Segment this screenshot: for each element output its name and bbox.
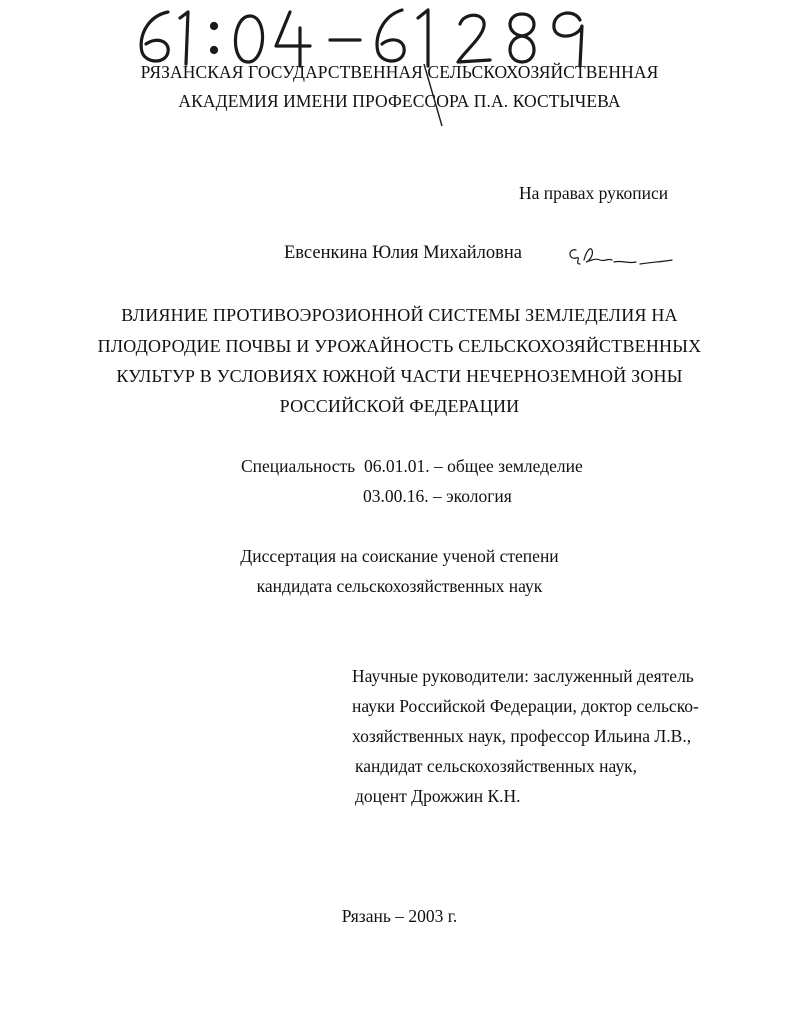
supervisors-line-2: науки Российской Федерации, доктор сельско- — [352, 696, 699, 716]
institution-line-1: РЯЗАНСКАЯ ГОСУДАРСТВЕННАЯ СЕЛЬСКОХОЗЯЙСТВЕННАЯ — [140, 62, 659, 82]
title-line-3: КУЛЬТУР В УСЛОВИЯХ ЮЖНОЙ ЧАСТИ НЕЧЕРНОЗЕМНОЙ ЗОНЫ — [116, 366, 683, 386]
author-signature — [566, 238, 676, 270]
institution-line-2: АКАДЕМИЯ ИМЕНИ ПРОФЕССОРА П.А. КОСТЫЧЕВА — [178, 91, 621, 111]
dissertation-line-2: кандидата сельскохозяйственных наук — [256, 576, 543, 596]
author-name: Евсенкина Юлия Михайловна — [284, 243, 522, 263]
supervisors-line-5: доцент Дрожжин К.Н. — [355, 786, 521, 806]
specialty-line-1: 06.01.01. – общее земледелие — [364, 456, 583, 476]
supervisors-line-4: кандидат сельскохозяйственных наук, — [355, 756, 638, 776]
title-line-2: ПЛОДОРОДИЕ ПОЧВЫ И УРОЖАЙНОСТЬ СЕЛЬСКОХОЗЯЙСТВЕННЫХ — [97, 336, 702, 356]
specialty-line-2: 03.00.16. – экология — [363, 486, 512, 506]
title-line-4: РОССИЙСКОЙ ФЕДЕРАЦИИ — [279, 396, 520, 416]
dissertation-line-1: Диссертация на соискание ученой степени — [240, 546, 559, 566]
title-line-1: ВЛИЯНИЕ ПРОТИВОЭРОЗИОННОЙ СИСТЕМЫ ЗЕМЛЕДЕЛИЯ НА — [121, 305, 678, 325]
rights-note: На правах рукописи — [519, 183, 669, 203]
handwritten-archive-number — [134, 6, 604, 68]
specialty-label: Специальность — [241, 456, 356, 476]
supervisors-line-1: Научные руководители: заслуженный деятель — [352, 666, 694, 686]
supervisors-line-3: хозяйственных наук, профессор Ильина Л.В., — [352, 726, 692, 746]
city-year: Рязань – 2003 г. — [341, 906, 458, 926]
